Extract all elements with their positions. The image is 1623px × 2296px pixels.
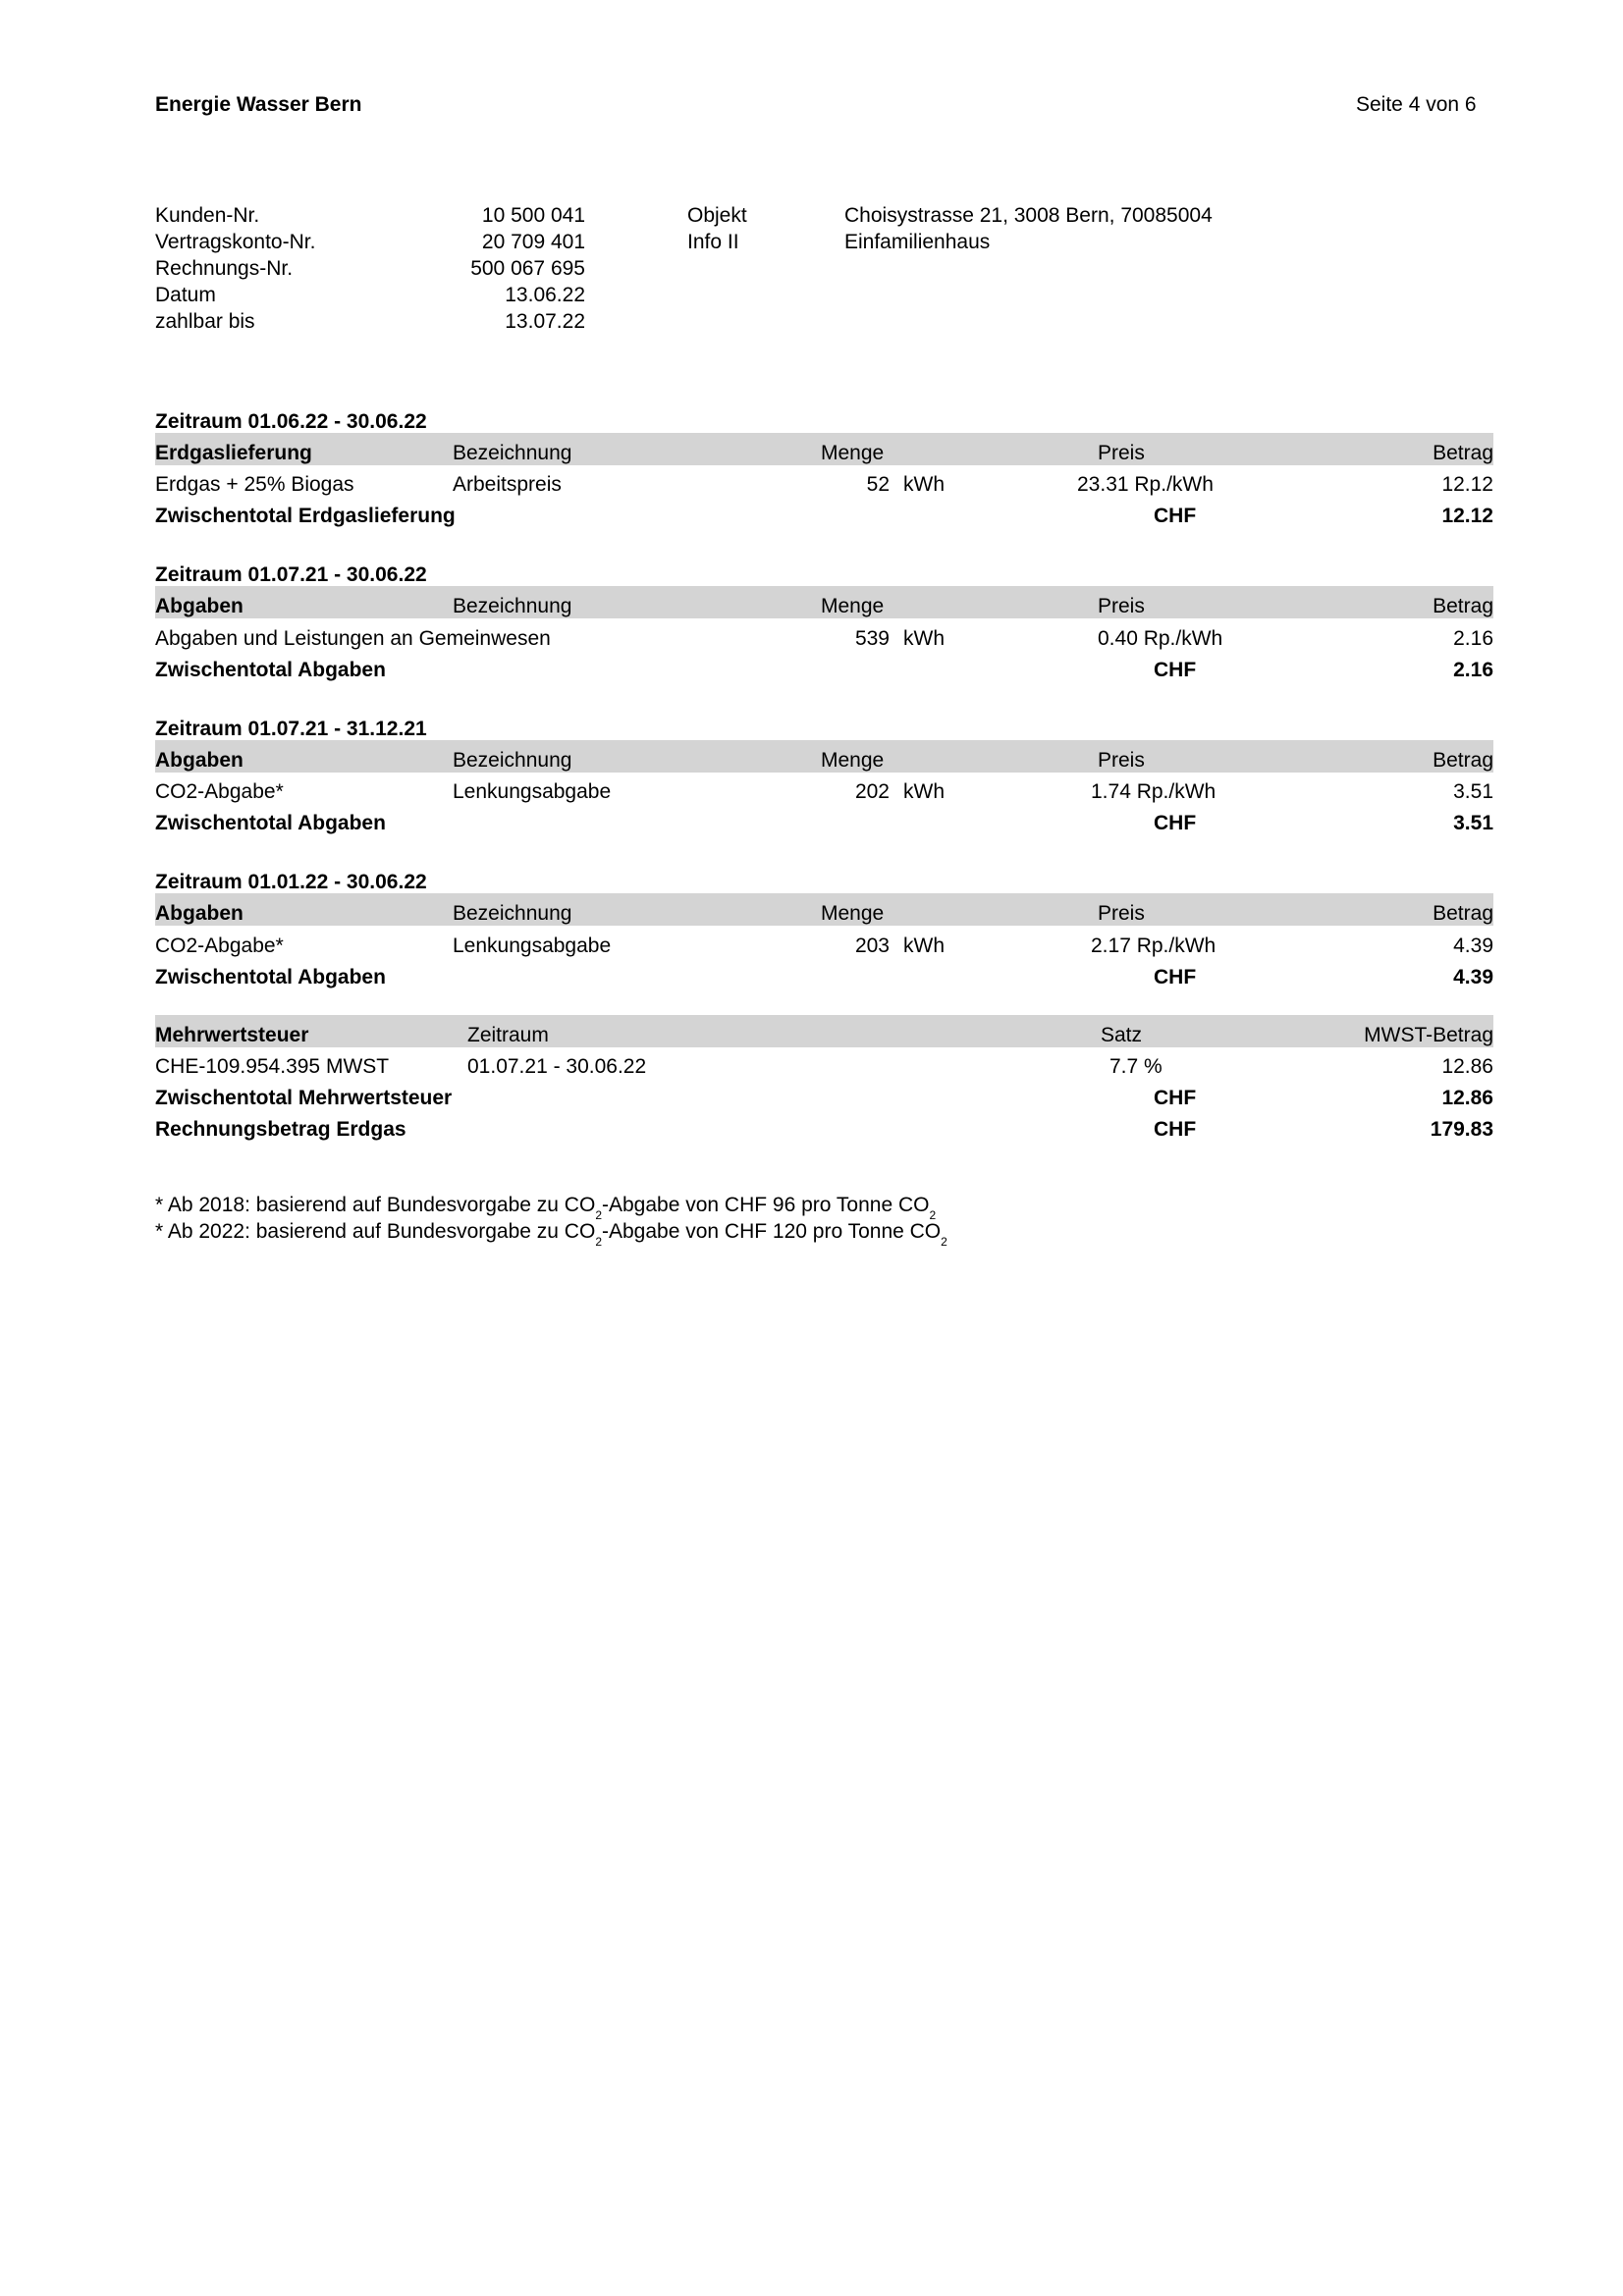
invoice-total-currency: CHF: [1154, 1118, 1197, 1141]
col-preis: Preis: [1098, 442, 1145, 464]
subtotal-label: Zwischentotal Erdgaslieferung: [155, 505, 456, 527]
item-amount: 4.39: [1453, 934, 1493, 957]
item-desc: Lenkungsabgabe: [453, 780, 612, 803]
vat-id: CHE-109.954.395 MWST: [155, 1055, 390, 1078]
item-qty: 52: [866, 473, 890, 496]
item-unit: kWh: [903, 627, 945, 650]
subtotal-amount: 12.12: [1441, 505, 1493, 527]
invoice-total-label: Rechnungsbetrag Erdgas: [155, 1118, 406, 1141]
col-bezeichnung: Bezeichnung: [453, 902, 572, 925]
col-menge: Menge: [821, 749, 885, 772]
subtotal-amount: 2.16: [1453, 659, 1493, 681]
item-amount: 2.16: [1453, 627, 1493, 650]
customer-number-label: Kunden-Nr.: [155, 204, 260, 227]
section-period: Zeitraum 01.07.21 - 31.12.21: [155, 718, 427, 740]
page-number: Seite 4 von 6: [1356, 93, 1477, 116]
invoice-number-value: 500 067 695: [470, 257, 585, 280]
contract-number-value: 20 709 401: [481, 231, 585, 253]
section-period: Zeitraum 01.01.22 - 30.06.22: [155, 871, 427, 893]
info-value: Einfamilienhaus: [844, 231, 991, 253]
col-betrag: Betrag: [1433, 442, 1493, 464]
subtotal-currency: CHF: [1154, 659, 1197, 681]
item-price: 2.17 Rp./kWh: [1091, 934, 1217, 957]
invoice-number-label: Rechnungs-Nr.: [155, 257, 294, 280]
vat-header-band: [155, 1015, 1493, 1047]
subtotal-currency: CHF: [1154, 966, 1197, 988]
company-name: Energie Wasser Bern: [155, 93, 362, 116]
col-bezeichnung: Bezeichnung: [453, 595, 572, 617]
item-qty: 203: [854, 934, 890, 957]
col-betrag: Betrag: [1433, 749, 1493, 772]
col-preis: Preis: [1098, 902, 1145, 925]
category-label: Abgaben: [155, 749, 243, 772]
section-period: Zeitraum 01.07.21 - 30.06.22: [155, 563, 427, 586]
vat-subtotal-label: Zwischentotal Mehrwertsteuer: [155, 1087, 453, 1109]
due-date-label: zahlbar bis: [155, 310, 255, 333]
col-preis: Preis: [1098, 749, 1145, 772]
item-amount: 12.12: [1441, 473, 1493, 496]
category-label: Abgaben: [155, 595, 243, 617]
subtotal-amount: 3.51: [1453, 812, 1493, 834]
customer-number-value: 10 500 041: [481, 204, 585, 227]
subtotal-currency: CHF: [1154, 505, 1197, 527]
item-unit: kWh: [903, 934, 945, 957]
vat-amount: 12.86: [1441, 1055, 1493, 1078]
item-price: 0.40 Rp./kWh: [1098, 627, 1223, 650]
invoice-total-amount: 179.83: [1430, 1118, 1493, 1141]
item-name: CO2-Abgabe*: [155, 934, 284, 957]
category-label: Erdgaslieferung: [155, 442, 312, 464]
col-menge: Menge: [821, 442, 885, 464]
subtotal-label: Zwischentotal Abgaben: [155, 966, 386, 988]
col-bezeichnung: Bezeichnung: [453, 442, 572, 464]
col-menge: Menge: [821, 595, 885, 617]
col-betrag: Betrag: [1433, 902, 1493, 925]
item-amount: 3.51: [1453, 780, 1493, 803]
object-label: Objekt: [687, 204, 747, 227]
item-unit: kWh: [903, 780, 945, 803]
item-qty: 202: [854, 780, 890, 803]
vat-header-amount: MWST-Betrag: [1364, 1024, 1493, 1046]
due-date-value: 13.07.22: [505, 310, 585, 333]
item-price: 23.31 Rp./kWh: [1077, 473, 1214, 496]
date-value: 13.06.22: [505, 284, 585, 306]
item-qty: 539: [854, 627, 890, 650]
category-label: Abgaben: [155, 902, 243, 925]
contract-number-label: Vertragskonto-Nr.: [155, 231, 316, 253]
item-desc: Arbeitspreis: [453, 473, 562, 496]
vat-subtotal-currency: CHF: [1154, 1087, 1197, 1109]
footnote-2022: * Ab 2022: basierend auf Bundesvorgabe zu $CO_2$-Abgabe von CHF 120 pro Tonne $CO_2$: [155, 1220, 947, 1249]
footnote-2018: * Ab 2018: basierend auf Bundesvorgabe zu $CO_2$-Abgabe von CHF 96 pro Tonne $CO_2$: [155, 1194, 937, 1222]
col-menge: Menge: [821, 902, 885, 925]
item-name: Erdgas + 25% Biogas: [155, 473, 354, 496]
object-value: Choisystrasse 21, 3008 Bern, 70085004: [844, 204, 1213, 227]
vat-subtotal-amount: 12.86: [1441, 1087, 1493, 1109]
subtotal-amount: 4.39: [1453, 966, 1493, 988]
vat-header-label: Mehrwertsteuer: [155, 1024, 309, 1046]
item-desc: Lenkungsabgabe: [453, 934, 612, 957]
vat-header-period: Zeitraum: [467, 1024, 549, 1046]
col-bezeichnung: Bezeichnung: [453, 749, 572, 772]
subtotal-currency: CHF: [1154, 812, 1197, 834]
subtotal-label: Zwischentotal Abgaben: [155, 812, 386, 834]
item-price: 1.74 Rp./kWh: [1091, 780, 1217, 803]
date-label: Datum: [155, 284, 216, 306]
item-unit: kWh: [903, 473, 945, 496]
item-name: Abgaben und Leistungen an Gemeinwesen: [155, 627, 551, 650]
col-betrag: Betrag: [1433, 595, 1493, 617]
info-label: Info II: [687, 231, 739, 253]
section-period: Zeitraum 01.06.22 - 30.06.22: [155, 410, 427, 433]
col-preis: Preis: [1098, 595, 1145, 617]
vat-rate: 7.7 %: [1109, 1055, 1163, 1078]
item-name: CO2-Abgabe*: [155, 780, 284, 803]
vat-period: 01.07.21 - 30.06.22: [467, 1055, 647, 1078]
vat-header-rate: Satz: [1101, 1024, 1143, 1046]
subtotal-label: Zwischentotal Abgaben: [155, 659, 386, 681]
